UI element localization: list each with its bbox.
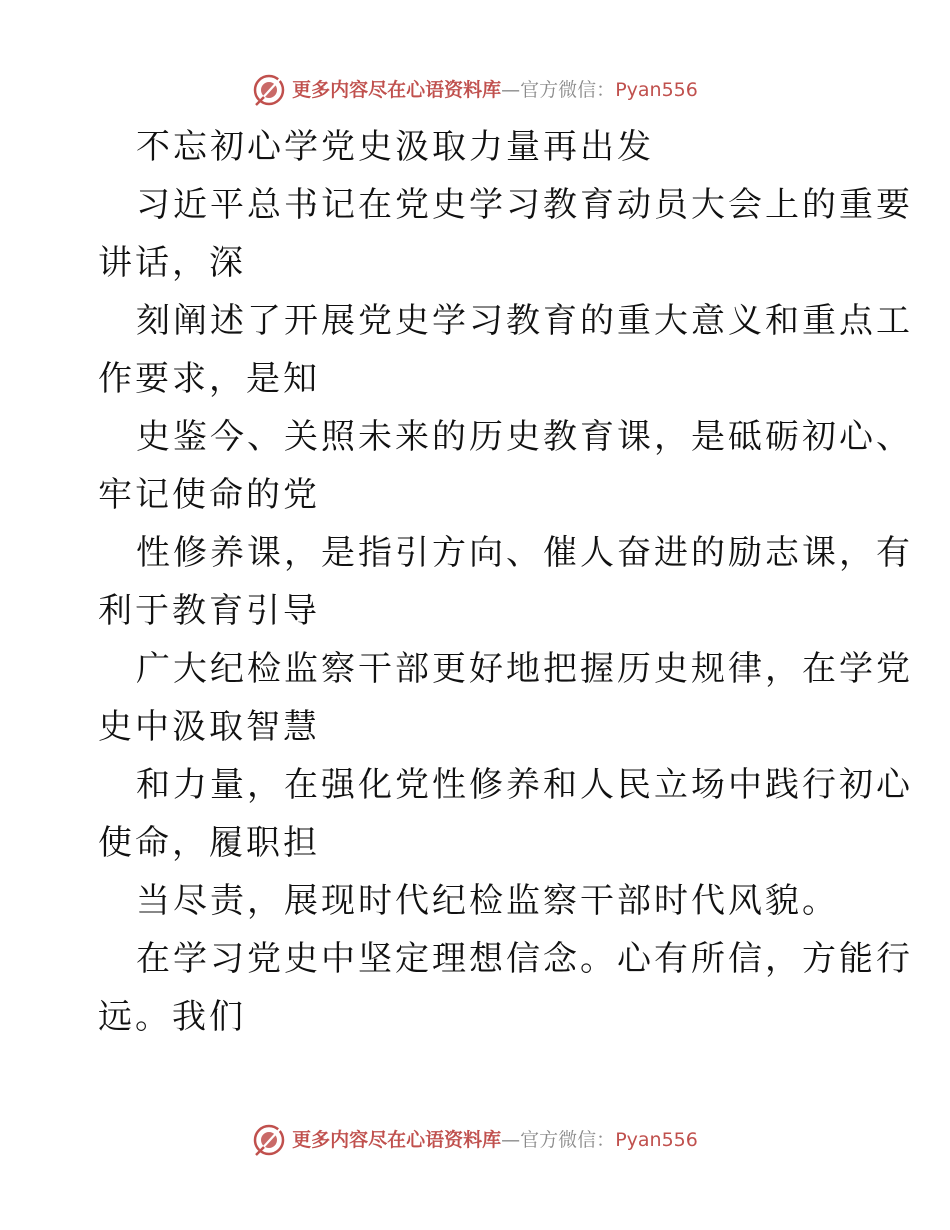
watermark-dash: — xyxy=(501,1128,521,1151)
text-line: 广大纪检监察干部更好地把握历史规律，在学党 xyxy=(136,649,913,689)
text-line: 利于教育引导 xyxy=(98,591,320,631)
watermark-site-text: 更多内容尽在心语资料库 xyxy=(292,78,502,101)
watermark-wechat-id: Pyan556 xyxy=(615,78,698,101)
document-title: 不忘初心学党史汲取力量再出发 xyxy=(136,127,654,167)
text-line: 当尽责，展现时代纪检监察干部时代风貌。 xyxy=(136,881,839,921)
text-line: 史中汲取智慧 xyxy=(98,707,320,747)
header-watermark xyxy=(0,70,950,110)
watermark-wechat-label: 官方微信： xyxy=(520,78,616,101)
text-line: 作要求，是知 xyxy=(98,359,320,399)
text-line: 在学习党史中坚定理想信念。心有所信，方能行 xyxy=(136,939,913,979)
watermark-site-text: 更多内容尽在心语资料库 xyxy=(292,1128,502,1151)
text-line: 远。我们 xyxy=(98,997,246,1037)
watermark-wechat-label: 官方微信： xyxy=(520,1128,616,1151)
quill-logo-icon xyxy=(252,73,286,107)
watermark-dash: — xyxy=(501,78,521,101)
quill-logo-icon xyxy=(252,1123,286,1157)
text-line: 讲话，深 xyxy=(98,243,246,283)
footer-watermark xyxy=(0,1120,950,1160)
text-line: 和力量，在强化党性修养和人民立场中践行初心 xyxy=(136,765,913,805)
text-line: 性修养课，是指引方向、催人奋进的励志课，有 xyxy=(136,533,913,573)
text-line: 使命，履职担 xyxy=(98,823,320,863)
text-line: 史鉴今、关照未来的历史教育课，是砥砺初心、 xyxy=(136,417,913,457)
document-body xyxy=(98,118,913,1046)
text-line: 习近平总书记在党史学习教育动员大会上的重要 xyxy=(136,185,913,225)
watermark-wechat-id: Pyan556 xyxy=(615,1128,698,1151)
text-line: 刻阐述了开展党史学习教育的重大意义和重点工 xyxy=(136,301,913,341)
text-line: 牢记使命的党 xyxy=(98,475,320,515)
